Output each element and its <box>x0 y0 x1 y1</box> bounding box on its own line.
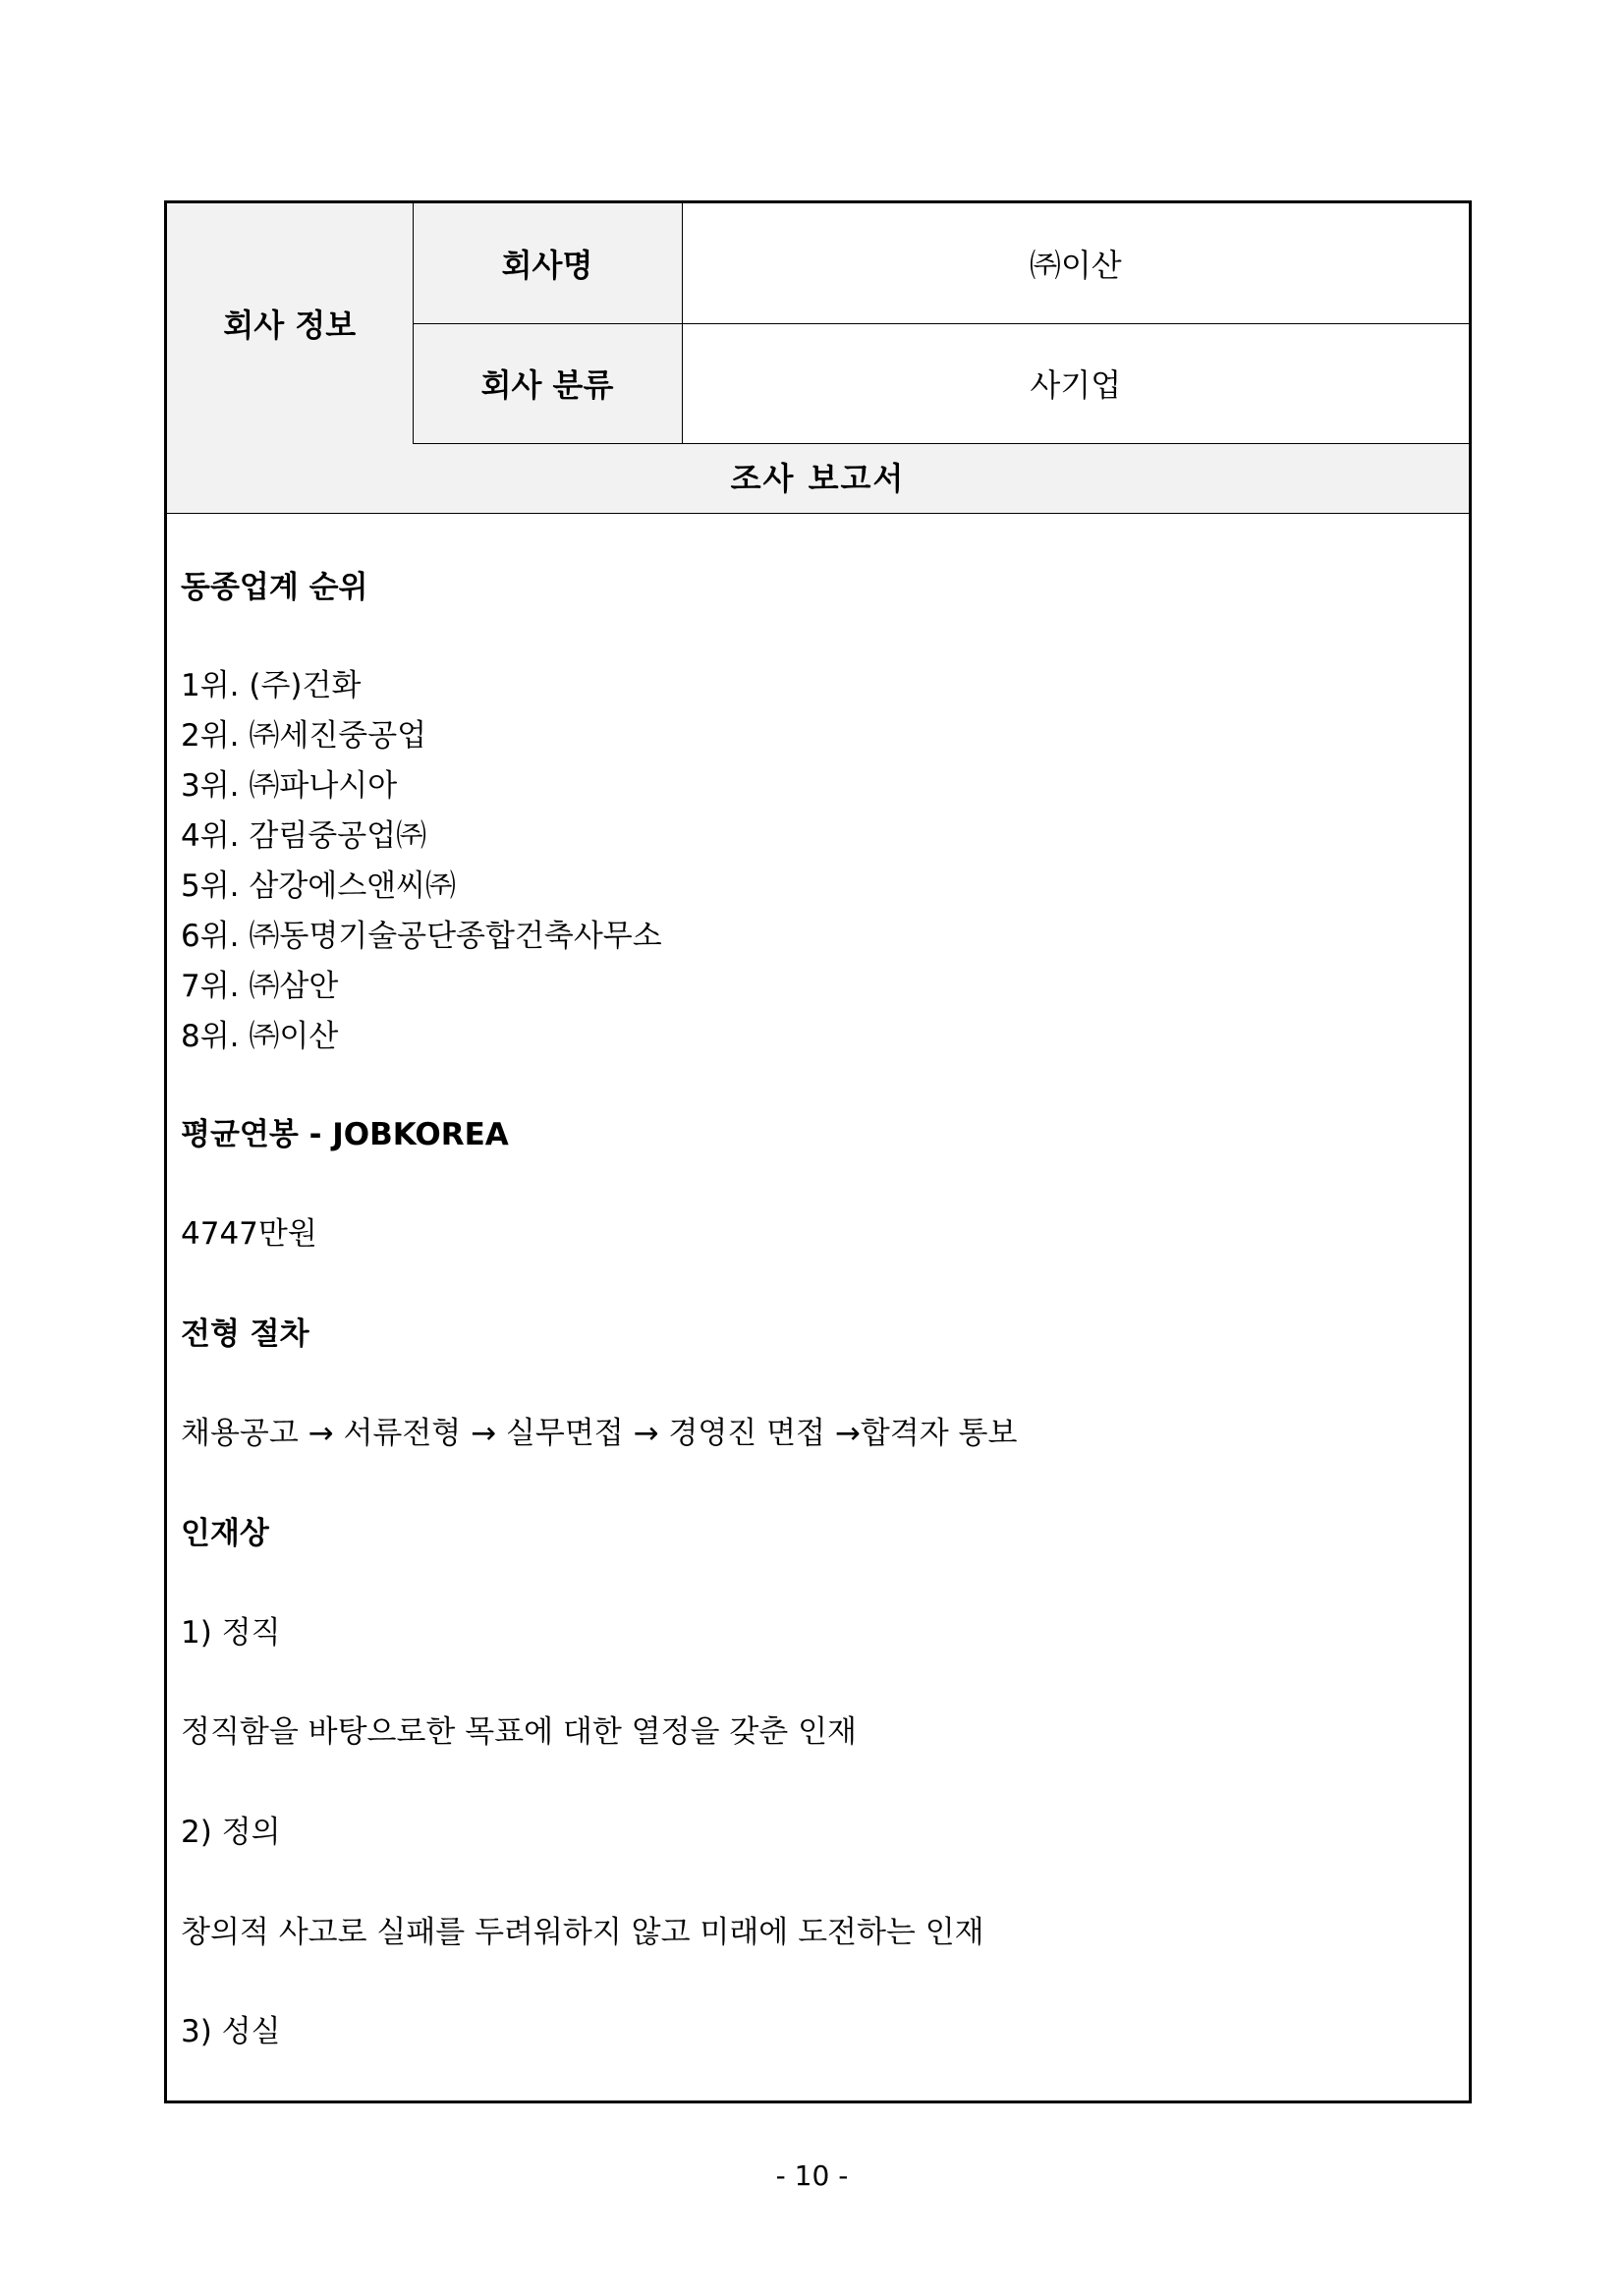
report-frame <box>164 200 1472 2103</box>
ranking-item: 4위. 감림중공업㈜ <box>181 818 427 854</box>
ranking-item: 5위. 삼강에스앤씨㈜ <box>181 868 457 904</box>
ranking-item: 2위. ㈜세진중공업 <box>181 718 427 754</box>
company-info-table <box>167 203 1469 445</box>
process-heading: 전형 절차 <box>181 1316 309 1352</box>
ranking-item: 6위. ㈜동명기술공단종합건축사무소 <box>181 919 662 954</box>
talent-item-desc: 창의적 사고로 실패를 두려워하지 않고 미래에 도전하는 인재 <box>181 1915 984 1950</box>
ranking-item: 8위. ㈜이산 <box>181 1019 339 1054</box>
talent-item-desc: 정직함을 바탕으로한 목표에 대한 열정을 갖춘 인재 <box>181 1714 857 1750</box>
talent-heading: 인재상 <box>181 1516 269 1551</box>
talent-item-title: 2) 정의 <box>181 1815 281 1850</box>
salary-value: 4747만원 <box>181 1216 317 1252</box>
process-value: 채용공고 → 서류전형 → 실무면접 → 경영진 면접 →합격자 통보 <box>181 1416 1018 1451</box>
company-type-label: 회사 분류 <box>413 323 682 444</box>
ranking-item: 7위. ㈜삼안 <box>181 969 339 1004</box>
ranking-heading: 동종업계 순위 <box>181 570 368 605</box>
talent-item-title: 3) 성실 <box>181 2014 281 2049</box>
salary-heading: 평균연봉 - JOBKOREA <box>181 1117 509 1152</box>
talent-item-title: 1) 정직 <box>181 1615 281 1651</box>
report-title: 조사 보고서 <box>167 444 1469 514</box>
ranking-item: 3위. ㈜파나시아 <box>181 768 398 804</box>
company-name-value: ㈜이산 <box>682 203 1469 323</box>
company-info-label: 회사 정보 <box>167 203 413 444</box>
company-type-value: 사기업 <box>682 323 1469 444</box>
page-number: - 10 - <box>775 2159 849 2192</box>
ranking-item: 1위. (주)건화 <box>181 668 362 703</box>
company-name-label: 회사명 <box>413 203 682 323</box>
